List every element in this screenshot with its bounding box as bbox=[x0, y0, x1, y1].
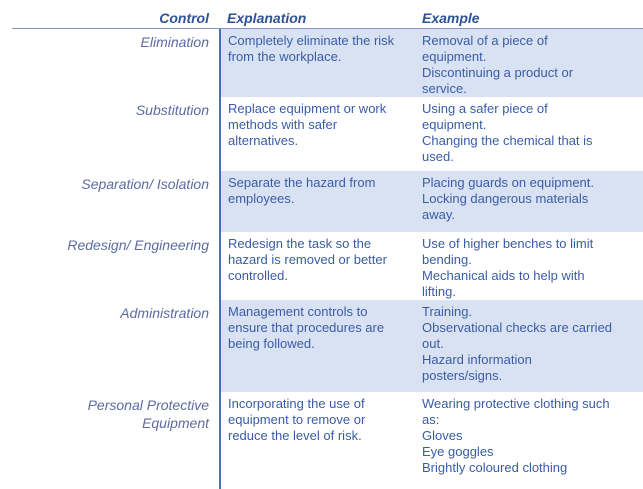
example-line: Locking dangerous materials away. bbox=[422, 191, 589, 222]
example-line: Observational checks are carried out. bbox=[422, 320, 613, 351]
example-line: Eye goggles bbox=[422, 444, 494, 459]
example-cell bbox=[422, 300, 643, 392]
row-control-label: Administration bbox=[120, 305, 209, 321]
example-line: Placing guards on equipment. bbox=[422, 175, 595, 190]
row-control-label: Personal Protective Equipment bbox=[87, 397, 209, 431]
example-line: Changing the chemical that is used. bbox=[422, 133, 593, 164]
row-control-label: Separation/ Isolation bbox=[81, 176, 209, 192]
example-line: Brightly coloured clothing bbox=[422, 460, 568, 475]
table-row bbox=[0, 97, 643, 171]
example-line: Mechanical aids to help with lifting. bbox=[422, 268, 585, 299]
example-line: Wearing protective clothing such as: bbox=[422, 396, 610, 427]
example-line: Training. bbox=[422, 304, 473, 319]
example-cell bbox=[422, 171, 643, 232]
header-control: Control bbox=[159, 10, 209, 26]
row-control-label: Redesign/ Engineering bbox=[67, 237, 209, 253]
explanation-cell: Completely eliminate the risk from the workplace. bbox=[219, 29, 422, 97]
explanation-cell: Incorporating the use of equipment to remove or reduce the level of risk. bbox=[219, 392, 422, 489]
example-line: Removal of a piece of equipment. bbox=[422, 33, 548, 64]
explanation-cell: Redesign the task so the hazard is removed or better controlled. bbox=[219, 232, 422, 300]
example-cell bbox=[422, 29, 643, 97]
table-header-row bbox=[0, 0, 643, 28]
example-line: Discontinuing a product or service. bbox=[422, 65, 574, 96]
header-example: Example bbox=[422, 10, 480, 26]
table-row bbox=[0, 300, 643, 392]
table-row bbox=[0, 29, 643, 97]
example-cell bbox=[422, 392, 643, 489]
example-line: Hazard information posters/signs. bbox=[422, 352, 532, 383]
example-line: Using a safer piece of equipment. bbox=[422, 101, 548, 132]
header-explanation: Explanation bbox=[227, 10, 307, 26]
explanation-cell: Management controls to ensure that procedures are being followed. bbox=[219, 300, 422, 392]
row-control-label: Elimination bbox=[140, 34, 209, 50]
explanation-cell: Replace equipment or work methods with safer alternatives. bbox=[219, 97, 422, 171]
table-body bbox=[0, 29, 643, 489]
table-row bbox=[0, 232, 643, 300]
example-cell bbox=[422, 232, 643, 300]
example-line: Use of higher benches to limit bending. bbox=[422, 236, 594, 267]
row-control-label: Substitution bbox=[135, 102, 209, 118]
table-row bbox=[0, 392, 643, 489]
explanation-cell: Separate the hazard from employees. bbox=[219, 171, 422, 232]
example-cell bbox=[422, 97, 643, 171]
table-row bbox=[0, 171, 643, 232]
example-line: Gloves bbox=[422, 428, 463, 443]
